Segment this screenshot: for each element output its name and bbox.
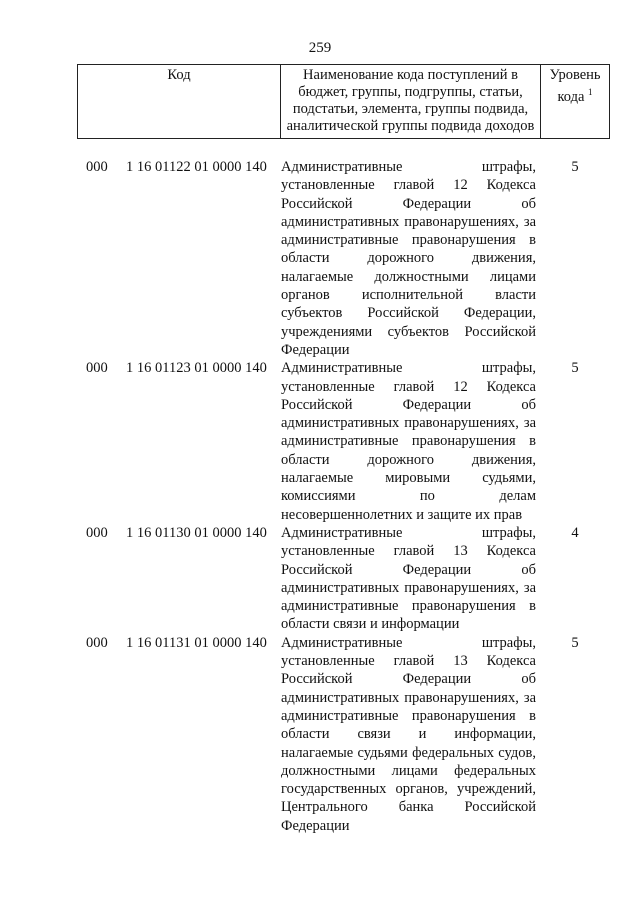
row-name-line: Центрального банка Российской (281, 799, 536, 816)
row-name-line: субъектов Российской Федерации, (281, 305, 536, 322)
row-name-line: комиссиями по делам (281, 488, 536, 505)
header-level (541, 65, 610, 139)
row-revenue-code: 1 16 01122 01 0000 140 (126, 159, 267, 175)
header-name-line: бюджет, группы, подгруппы, статьи, (298, 84, 523, 100)
row-name-line: установленные главой 12 Кодекса (281, 177, 536, 194)
row-name-line: административных правонарушениях, за (281, 213, 536, 230)
row-name-line: учреждениями субъектов Российской (281, 323, 536, 340)
table-row (0, 359, 640, 524)
row-name-line: должностными лицами федеральных (281, 762, 536, 779)
row-name-line: административные правонарушения в (281, 707, 536, 724)
row-name-line: налагаемые судьями федеральных судов, (281, 744, 536, 761)
row-name-line: установленные главой 12 Кодекса (281, 378, 536, 395)
row-group-code: 000 (86, 524, 108, 541)
revenue-code-list (0, 158, 640, 835)
row-name-line: административные правонарушения в (281, 433, 536, 450)
row-name-line: Российской Федерации об (281, 396, 536, 413)
row-revenue-code: 1 16 01123 01 0000 140 (126, 360, 267, 377)
row-name-line: Административные штрафы, (281, 634, 536, 651)
row-level: 5 (571, 360, 579, 377)
table-row (0, 524, 640, 634)
row-level: 5 (571, 634, 579, 651)
row-name-line: административных правонарушениях, за (281, 415, 536, 432)
header-name (281, 65, 541, 139)
header-name-line: Наименование кода поступлений в (303, 67, 518, 83)
row-name-line: области связи и информации (281, 616, 460, 633)
row-name-line: Административные штрафы, (281, 524, 536, 541)
row-name-line: области связи и информации, (281, 726, 536, 743)
header-name-line: подстатьи, элемента, группы подвида, (292, 101, 529, 117)
row-name-line: области дорожного движения, (281, 250, 536, 267)
row-name-line: установленные главой 13 Кодекса (281, 543, 536, 560)
row-name (281, 634, 536, 835)
header-code: Код (78, 65, 281, 139)
row-name-line: Российской Федерации об (281, 561, 536, 578)
header-name-line: аналитической группы подвида доходов (286, 118, 535, 134)
row-name-line: административных правонарушениях, за (281, 579, 536, 596)
row-name-line: Административные штрафы, (281, 159, 536, 175)
row-revenue-code: 1 16 01130 01 0000 140 (126, 524, 267, 541)
row-name-line: установленные главой 13 Кодекса (281, 653, 536, 670)
row-name-line: Федерации (281, 341, 350, 358)
row-level: 5 (571, 159, 579, 175)
row-name-line: налагаемые мировыми судьями, (281, 470, 536, 487)
row-group-code: 000 (86, 360, 108, 377)
header-level-label-2: кода (557, 88, 585, 105)
row-name (281, 524, 536, 634)
page-number: 259 (308, 40, 332, 56)
row-name-line: государственных органов, учреждений, (281, 781, 536, 798)
row-revenue-code: 1 16 01131 01 0000 140 (126, 634, 267, 651)
row-name-line: Федерации (281, 817, 350, 834)
row-name-line: Российской Федерации об (281, 195, 536, 212)
row-name-line: Административные штрафы, (281, 360, 536, 377)
row-name-line: органов исполнительной власти (281, 287, 536, 304)
table-row (0, 634, 640, 835)
row-name-line: налагаемые должностными лицами (281, 268, 536, 285)
header-level-label: Уровень (549, 67, 601, 83)
row-name-line: несовершеннолетних и защите их прав (281, 506, 523, 523)
row-level: 4 (571, 524, 579, 541)
row-name-line: Российской Федерации об (281, 671, 536, 688)
footnote-marker: 1 (588, 87, 593, 97)
row-group-code: 000 (86, 634, 108, 651)
row-name-line: административных правонарушениях, за (281, 689, 536, 706)
row-name-line: административные правонарушения в (281, 232, 536, 249)
row-group-code: 000 (86, 159, 108, 175)
row-name-line: административные правонарушения в (281, 598, 536, 615)
row-name-line: области дорожного движения, (281, 451, 536, 468)
row-name (281, 158, 536, 359)
table-row (0, 158, 640, 359)
row-name (281, 359, 536, 524)
table-header (77, 64, 610, 139)
